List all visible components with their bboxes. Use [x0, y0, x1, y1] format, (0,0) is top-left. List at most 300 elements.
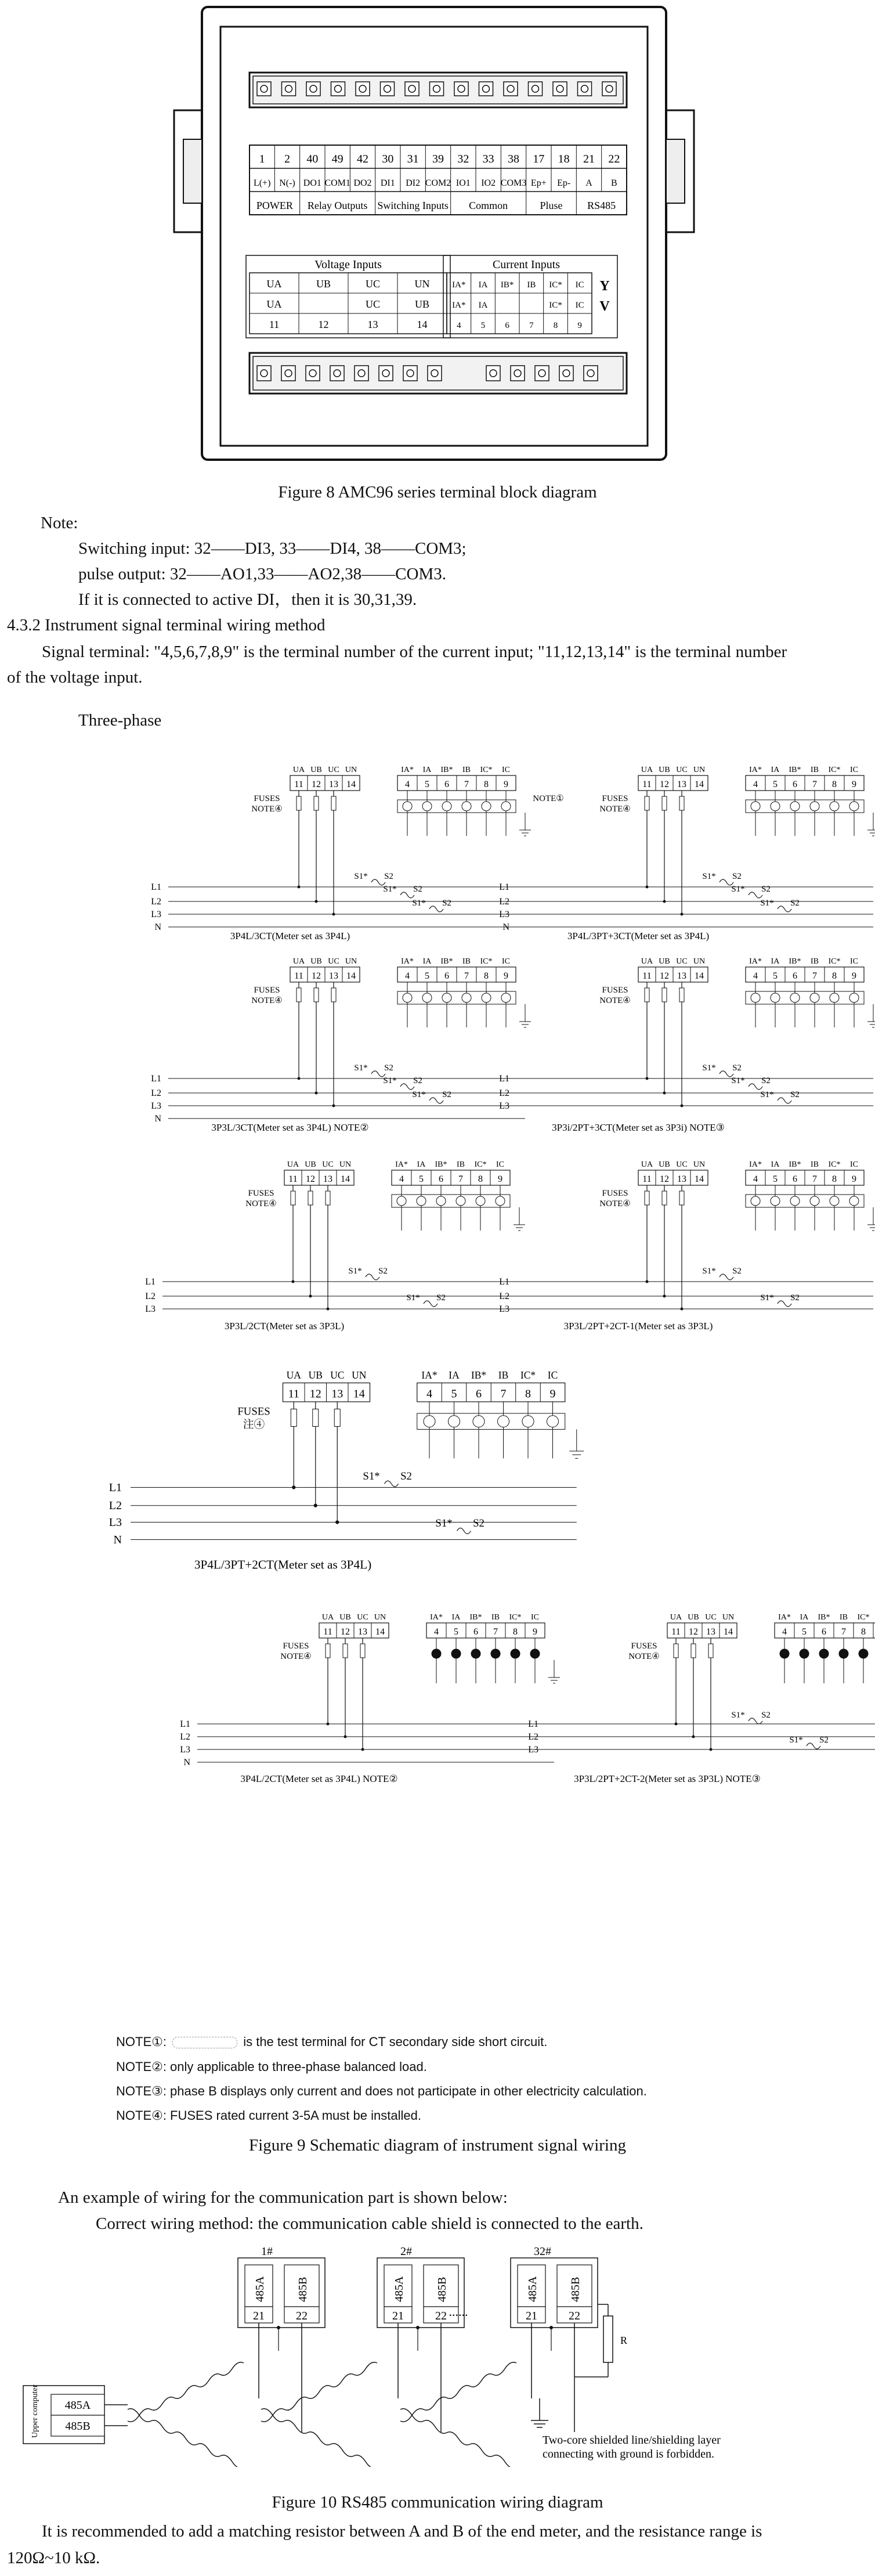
diagram-label: V — [599, 299, 610, 314]
diagram-label: Relay Outputs — [307, 200, 368, 211]
diagram-label: 6 — [793, 971, 797, 981]
diagram-label: Two-core shielded line/shielding layer — [543, 2434, 721, 2447]
diagram-label: 40 — [306, 153, 319, 165]
diagram-caption: 3P3L/2PT+2CT-2(Meter set as 3P3L) NOTE③ — [574, 1773, 761, 1784]
diagram-label: IA — [449, 1369, 460, 1381]
twisted-wire — [261, 2409, 377, 2467]
diagram-label: 11 — [294, 780, 303, 789]
screw-terminal — [584, 366, 598, 381]
diagram-label: IO1 — [455, 178, 471, 188]
diagram-label: N — [502, 922, 509, 932]
diagram-label: 6 — [793, 780, 797, 789]
diagram-label: IA — [422, 766, 432, 774]
diagram-label: UB — [659, 957, 670, 966]
fuse — [674, 1644, 678, 1658]
diagram-label: 8 — [832, 1174, 837, 1184]
diagram-label: UN — [722, 1613, 735, 1622]
test-terminal — [417, 1196, 426, 1206]
current-transformer — [429, 906, 443, 912]
twisted-wire — [128, 2409, 244, 2467]
diagram-label: 11 — [323, 1627, 332, 1637]
diagram-label: 22 — [569, 2310, 580, 2322]
fuse — [291, 1191, 295, 1205]
diagram-label: 13 — [677, 971, 686, 981]
diagram-label: S1* — [406, 1293, 420, 1303]
diagram-label: IB* — [435, 1160, 447, 1169]
diagram-label: UB — [316, 278, 331, 290]
fuse — [708, 1644, 713, 1658]
current-transformer — [778, 1098, 791, 1103]
note-line-1: Switching input: 32——DI3, 33——DI4, 38——COM3; — [78, 539, 467, 558]
rs485-wiring-diagram — [0, 2246, 875, 2467]
diagram-label: IB* — [500, 280, 514, 290]
diagram-label: UB — [310, 766, 322, 774]
screw-terminal — [331, 82, 345, 96]
fuse — [308, 1191, 313, 1205]
diagram-label: S2 — [413, 885, 422, 894]
screw-terminal — [529, 82, 543, 96]
current-transformer — [400, 892, 414, 898]
diagram-label: IC — [575, 301, 584, 310]
test-terminal — [496, 1196, 505, 1206]
diagram-label: IA — [771, 957, 780, 966]
diagram-label: L1 — [499, 1074, 509, 1084]
diagram-label: S2 — [761, 1711, 771, 1720]
upper-computer-label: Upper computer — [31, 2384, 39, 2438]
diagram-label: S1* — [702, 1063, 716, 1073]
comm-correct-method: Correct wiring method: the communication cable shield is connected to the earth. — [96, 2214, 643, 2233]
diagram-label: COM2 — [425, 178, 451, 188]
diagram-label: IB — [491, 1613, 500, 1622]
test-terminal — [859, 1649, 868, 1658]
diagram-label: S2 — [761, 1076, 771, 1085]
screw-terminal — [430, 82, 444, 96]
test-terminal-block — [417, 1413, 565, 1430]
diagram-label: 22 — [435, 2310, 447, 2322]
diagram-label: L1 — [151, 1074, 161, 1084]
diagram-label: 6 — [505, 321, 509, 330]
diagram-label: Ep+ — [530, 178, 547, 188]
diagram-label: IC — [575, 280, 584, 290]
screw-terminal — [535, 366, 549, 381]
diagram-label: 9 — [577, 321, 582, 330]
diagram-label: L1 — [109, 1481, 122, 1494]
test-terminal — [476, 1196, 485, 1206]
diagram-label: 5 — [454, 1627, 458, 1637]
diagram-label: 485A — [64, 2399, 91, 2412]
test-terminal — [751, 1196, 760, 1206]
screw-terminal — [257, 366, 271, 381]
diagram-label: 30 — [382, 153, 394, 165]
diagram-label: UN — [374, 1613, 386, 1622]
diagram-label: IC* — [857, 1613, 870, 1622]
diagram-label: N — [183, 1758, 190, 1767]
diagram-label: 14 — [695, 1174, 704, 1184]
diagram-label: L1 — [499, 882, 509, 892]
diagram-label: S1* — [383, 1076, 397, 1085]
test-terminal — [456, 1196, 465, 1206]
screw-terminal — [356, 82, 370, 96]
diagram-label: S1* — [383, 885, 397, 894]
diagram-label: UA — [287, 1160, 299, 1169]
diagram-label: 7 — [500, 1387, 507, 1401]
diagram-label: 22 — [608, 153, 620, 165]
diagram-label: UN — [352, 1369, 367, 1381]
screw-terminal — [381, 82, 395, 96]
diagram-label: N — [154, 922, 161, 932]
diagram-label: S1* — [789, 1736, 803, 1745]
test-terminal — [530, 1649, 540, 1658]
diagram-label: 1 — [259, 153, 265, 165]
diagram-label: UA — [641, 957, 653, 966]
diagram-label: COM3 — [500, 178, 527, 188]
diagram-label: IA* — [401, 766, 414, 774]
note-line-2: pulse output: 32——AO1,33——AO2,38——COM3. — [78, 565, 446, 583]
diagram-label: DO2 — [353, 178, 372, 188]
test-terminal — [800, 1649, 809, 1658]
diagram-label: S1* — [731, 1076, 745, 1085]
diagram-label: IB* — [440, 766, 453, 774]
wiring-diagram — [499, 766, 875, 941]
diagram-label: S1* — [354, 872, 368, 881]
diagram-label: 11 — [288, 1174, 298, 1184]
diagram-label: IC* — [828, 1160, 841, 1169]
diagram-label: UN — [414, 278, 430, 290]
diagram-label: UB — [310, 957, 322, 966]
diagram-label: 13 — [331, 1387, 344, 1401]
diagram-label: 8 — [832, 780, 837, 789]
diagram-label: 14 — [695, 971, 704, 981]
screw-terminal — [553, 82, 567, 96]
diagram-label: FUSES — [254, 986, 280, 995]
diagram-label: S2 — [732, 1063, 742, 1073]
diagram-label: 14 — [341, 1174, 350, 1184]
screw-terminal — [504, 82, 518, 96]
diagram-label: 21 — [253, 2310, 265, 2322]
diagram-label: 8 — [513, 1627, 518, 1637]
diagram-label: UN — [339, 1160, 352, 1169]
fuse — [645, 988, 649, 1002]
diagram-label: L1 — [151, 882, 161, 892]
test-terminal — [473, 1416, 484, 1427]
diagram-label: 4 — [457, 321, 461, 330]
diagram-label: N — [113, 1533, 122, 1546]
diagram-label: IA* — [452, 280, 466, 290]
fuse — [291, 1409, 297, 1427]
diagram-label: IB — [811, 1160, 819, 1169]
final-line-1: It is recommended to add a matching resistor between A and B of the end meter, and the resistance range is — [42, 2522, 762, 2541]
diagram-caption: 3P3L/3CT(Meter set as 3P4L) NOTE② — [211, 1122, 369, 1133]
diagram-label: 11 — [642, 971, 652, 981]
diagram-label: 13 — [367, 319, 378, 330]
diagram-label: L2 — [499, 1088, 509, 1098]
fuse — [679, 796, 684, 810]
test-terminal — [849, 1196, 859, 1206]
current-transformer — [457, 1528, 471, 1534]
test-terminal-block — [397, 991, 516, 1004]
diagram-label: IC — [850, 766, 858, 774]
diagram-label: 7 — [812, 780, 817, 789]
diagram-caption: 3P4L/3CT(Meter set as 3P4L) — [230, 930, 350, 941]
diagram-label: UN — [345, 957, 357, 966]
diagram-label: 14 — [417, 319, 428, 330]
figure-10-caption: Figure 10 RS485 communication wiring diagram — [272, 2493, 603, 2512]
diagram-label: 5 — [480, 321, 486, 330]
test-terminal-block — [392, 1195, 510, 1207]
diagram-label: 14 — [353, 1387, 365, 1401]
test-terminal-block — [746, 1195, 864, 1207]
diagram-label: 11 — [288, 1387, 299, 1401]
diagram-label: 6 — [444, 971, 449, 981]
note-2: NOTE②: only applicable to three-phase balanced load. — [116, 2059, 427, 2074]
diagram-label: 9 — [533, 1627, 537, 1637]
diagram-label: IB — [498, 1369, 509, 1381]
diagram-label: IA* — [395, 1160, 408, 1169]
current-transformer — [385, 1481, 399, 1487]
test-terminal — [839, 1649, 848, 1658]
test-terminal — [819, 1649, 829, 1658]
diagram-label: 13 — [329, 780, 338, 789]
diagram-label: 18 — [558, 153, 570, 165]
diagram-label: UA — [641, 766, 653, 774]
diagram-label: 4 — [753, 971, 758, 981]
fuse — [645, 796, 649, 810]
diagram-label: L3 — [145, 1304, 156, 1314]
diagram-label: S1* — [412, 899, 426, 908]
diagram-label: UC — [676, 957, 688, 966]
diagram-label: L2 — [528, 1732, 538, 1742]
note-1: NOTE①: is the test terminal for CT secondary side short circuit. — [116, 2034, 548, 2049]
fuse — [679, 1191, 684, 1205]
comm-intro: An example of wiring for the communication part is shown below: — [58, 2188, 508, 2207]
diagram-label: IB* — [440, 957, 453, 966]
diagram-label: 7 — [812, 1174, 817, 1184]
diagram-label: UC — [330, 1369, 345, 1381]
diagram-label: N — [154, 1114, 161, 1124]
diagram-label: 42 — [357, 153, 368, 165]
diagram-label: 49 — [331, 153, 344, 165]
note-line-3: If it is connected to active DI，then it is 30,31,39. — [78, 590, 417, 609]
terminal-b-label: 485B — [436, 2276, 449, 2302]
diagram-label: IC — [547, 1369, 558, 1381]
diagram-label: L2 — [499, 1291, 509, 1301]
test-terminal — [403, 993, 412, 1002]
test-terminal — [790, 1196, 800, 1206]
diagram-label: S2 — [442, 1090, 451, 1099]
diagram-label: IB* — [469, 1613, 482, 1622]
diagram-label: 9 — [498, 1174, 502, 1184]
diagram-label: FUSES — [602, 986, 628, 995]
diagram-label: 11 — [269, 319, 280, 330]
terminal-a-label: 485A — [393, 2276, 406, 2302]
diagram-label: L2 — [109, 1499, 122, 1512]
diagram-label: UN — [693, 1160, 706, 1169]
diagram-label: Ep- — [557, 178, 571, 188]
test-terminal — [547, 1416, 559, 1427]
fuse — [645, 1191, 649, 1205]
diagram-label: NOTE④ — [251, 804, 283, 814]
diagram-label: R — [620, 2335, 628, 2346]
diagram-label: L3 — [499, 1101, 509, 1111]
diagram-label: IA — [478, 280, 488, 290]
diagram-label: 12 — [306, 1174, 315, 1184]
diagram-label: IB — [840, 1613, 848, 1622]
diagram-label: 8 — [484, 971, 489, 981]
diagram-label: UC — [676, 766, 688, 774]
diagram-label: ...... — [449, 2304, 468, 2319]
diagram-label: 32# — [534, 2246, 551, 2258]
note-title: Note: — [41, 514, 78, 532]
diagram-label: 6 — [822, 1627, 826, 1637]
screw-terminal — [355, 366, 368, 381]
diagram-label: 1# — [261, 2246, 273, 2258]
diagram-label: L2 — [180, 1732, 190, 1742]
diagram-label: 5 — [802, 1627, 807, 1637]
diagram-label: UB — [659, 766, 670, 774]
screw-terminal — [306, 366, 320, 381]
note-4: NOTE④: FUSES rated current 3-5A must be installed. — [116, 2108, 421, 2123]
diagram-label: S1* — [435, 1517, 453, 1529]
diagram-label: IC — [502, 766, 510, 774]
diagram-label: UN — [345, 766, 357, 774]
test-terminal — [849, 802, 859, 811]
diagram-label: UC — [328, 766, 339, 774]
test-terminal — [422, 802, 432, 811]
diagram-label: 4 — [434, 1627, 439, 1637]
diagram-label: S2 — [790, 899, 800, 908]
diagram-label: 注④ — [243, 1419, 265, 1431]
diagram-label: S2 — [732, 1267, 742, 1276]
test-terminal — [522, 1416, 534, 1427]
diagram-label: UB — [339, 1613, 351, 1622]
diagram-label: UC — [328, 957, 339, 966]
test-terminal — [830, 1196, 839, 1206]
final-line-2: 120Ω~10 kΩ. — [7, 2549, 100, 2567]
diagram-label: S2 — [400, 1470, 412, 1482]
diagram-label: L1 — [528, 1719, 538, 1729]
diagram-label: UA — [266, 278, 282, 290]
diagram-label: COM1 — [324, 178, 350, 188]
diagram-label: FUSES — [237, 1405, 270, 1418]
diagram-label: UB — [308, 1369, 323, 1381]
diagram-label: IC* — [474, 1160, 487, 1169]
test-terminal — [482, 993, 491, 1002]
diagram-label: 39 — [432, 153, 444, 165]
diagram-label: IA* — [749, 957, 762, 966]
diagram-label: L3 — [109, 1516, 122, 1529]
diagram-label: B — [610, 178, 617, 188]
diagram-label: DO1 — [303, 178, 321, 188]
diagram-label: IA* — [401, 957, 414, 966]
diagram-caption: 3P4L/2CT(Meter set as 3P4L) NOTE② — [240, 1773, 398, 1784]
terminal-b-label: 485B — [569, 2276, 582, 2302]
diagram-label: S1* — [760, 1293, 774, 1303]
diagram-label: 7 — [529, 321, 534, 330]
diagram-label: S1* — [354, 1063, 368, 1073]
diagram-label: IA — [422, 957, 432, 966]
diagram-label: UB — [659, 1160, 670, 1169]
test-terminal — [403, 802, 412, 811]
diagram-label: UA — [670, 1613, 682, 1622]
diagram-label: IC — [850, 957, 858, 966]
terminal-b-label: 485B — [297, 2276, 309, 2302]
test-terminal — [771, 1196, 780, 1206]
diagram-label: 14 — [346, 971, 356, 981]
section-heading: 4.3.2 Instrument signal terminal wiring method — [7, 616, 326, 634]
screw-terminal — [330, 366, 344, 381]
diagram-caption: 3P3i/2PT+3CT(Meter set as 3P3i) NOTE③ — [552, 1122, 725, 1133]
diagram-label: IA* — [452, 301, 466, 310]
diagram-label: IA* — [778, 1613, 791, 1622]
diagram-label: UN — [693, 957, 706, 966]
diagram-label: UC — [705, 1613, 717, 1622]
diagram-label: NOTE④ — [599, 996, 631, 1005]
diagram-label: UA — [321, 1613, 334, 1622]
test-terminal-symbol — [172, 2037, 237, 2048]
diagram-label: S2 — [473, 1517, 484, 1529]
diagram-label: 2 — [284, 153, 290, 165]
screw-terminal — [479, 82, 493, 96]
current-transformer — [719, 1274, 733, 1280]
diagram-label: S2 — [732, 872, 742, 881]
test-terminal — [442, 993, 451, 1002]
current-transformer — [424, 1301, 438, 1307]
test-terminal — [810, 802, 819, 811]
section-paragraph-line-1: Signal terminal: "4,5,6,7,8,9" is the terminal number of the current input; "11,12,13,14" is the terminal number — [42, 643, 787, 661]
screw-terminal — [559, 366, 573, 381]
screw-terminal — [578, 82, 592, 96]
diagram-label: 5 — [451, 1387, 457, 1401]
diagram-label: DI2 — [406, 178, 421, 188]
test-terminal — [810, 993, 819, 1002]
diagram-label: 9 — [852, 1174, 856, 1184]
diagram-label: UC — [322, 1160, 334, 1169]
diagram-label: L3 — [180, 1745, 190, 1755]
diagram-label: IB — [527, 280, 536, 290]
diagram-label: 33 — [482, 153, 494, 165]
diagram-label: 8 — [832, 971, 837, 981]
test-terminal-block — [397, 800, 516, 813]
diagram-label: 7 — [493, 1627, 498, 1637]
diagram-label: S2 — [436, 1293, 446, 1303]
note-3: NOTE③: phase B displays only current and does not participate in other electricity calculation. — [116, 2084, 647, 2098]
test-terminal — [810, 1196, 819, 1206]
diagram-label: IC — [531, 1613, 539, 1622]
current-transformer — [778, 1301, 791, 1307]
diagram-label: S2 — [819, 1736, 829, 1745]
terminal-a-label: 485A — [254, 2276, 266, 2302]
diagram-label: IA — [451, 1613, 461, 1622]
twisted-wire — [128, 2362, 244, 2422]
diagram-label: IB* — [789, 766, 801, 774]
diagram-label: DI1 — [380, 178, 395, 188]
diagram-label: N(-) — [279, 178, 295, 188]
fuse — [662, 796, 667, 810]
diagram-label: IB — [811, 766, 819, 774]
diagram-label: 9 — [852, 971, 856, 981]
diagram-label: IC* — [828, 766, 841, 774]
diagram-label: 6 — [444, 780, 449, 789]
test-terminal — [462, 802, 471, 811]
diagram-label: S2 — [790, 1293, 800, 1303]
matching-resistor — [603, 2316, 613, 2362]
diagram-label: 2# — [400, 2246, 412, 2258]
figure-8-caption: Figure 8 AMC96 series terminal block diagram — [278, 483, 597, 502]
diagram-label: Switching Inputs — [377, 200, 449, 211]
diagram-label: 14 — [724, 1627, 733, 1637]
diagram-label: 7 — [464, 971, 469, 981]
screw-terminal — [486, 366, 500, 381]
